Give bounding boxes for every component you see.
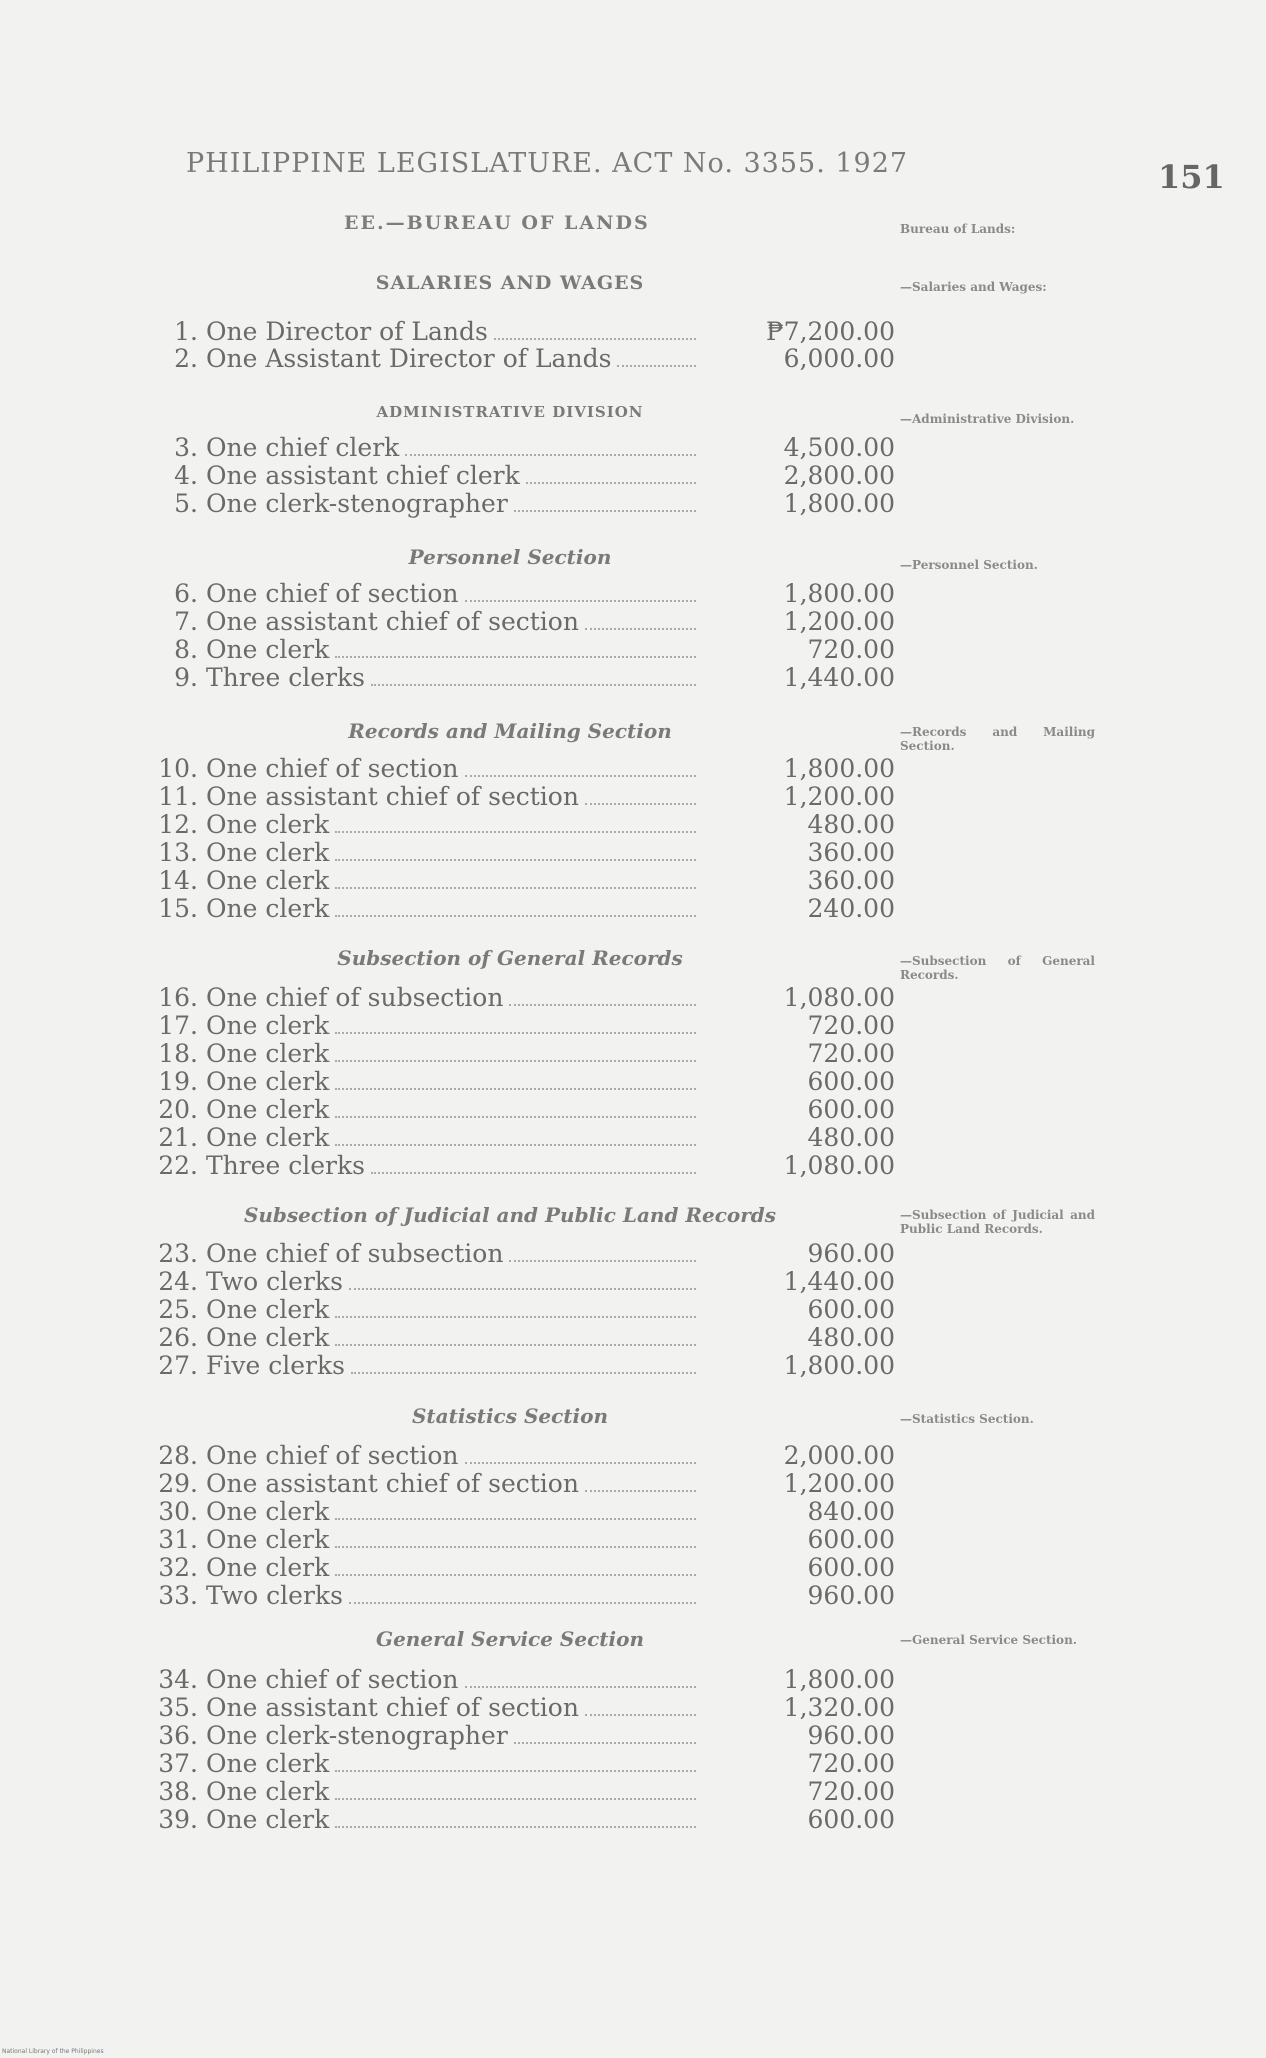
item-amount: 840.00 bbox=[807, 1497, 895, 1526]
item-amount: 600.00 bbox=[807, 1095, 895, 1124]
running-head: PHILIPPINE LEGISLATURE. ACT No. 3355. 1927 bbox=[186, 148, 909, 179]
line-item bbox=[140, 664, 700, 692]
item-number: 9. bbox=[174, 663, 198, 692]
dot-leader bbox=[335, 830, 696, 833]
item-amount: 960.00 bbox=[807, 1721, 895, 1750]
item-amount: 1,800.00 bbox=[783, 754, 895, 783]
item-description: One chief of section bbox=[206, 754, 459, 783]
item-number: 10. bbox=[158, 754, 198, 783]
dot-leader bbox=[335, 1115, 696, 1118]
item-description: Five clerks bbox=[206, 1351, 345, 1380]
item-amount: 1,800.00 bbox=[783, 579, 895, 608]
line-item bbox=[140, 1470, 700, 1498]
dot-leader bbox=[514, 509, 696, 512]
item-amount: 1,800.00 bbox=[783, 1351, 895, 1380]
dot-leader bbox=[465, 1685, 696, 1688]
item-number: 31. bbox=[158, 1525, 198, 1554]
item-amount: 720.00 bbox=[807, 1039, 895, 1068]
item-number: 36. bbox=[158, 1721, 198, 1750]
line-item bbox=[140, 1806, 700, 1834]
item-number: 26. bbox=[158, 1323, 198, 1352]
item-description: One assistant chief of section bbox=[206, 782, 579, 811]
dot-leader bbox=[351, 1371, 696, 1374]
dot-leader bbox=[335, 1517, 696, 1520]
dot-leader bbox=[335, 1087, 696, 1090]
item-amount: 720.00 bbox=[807, 1749, 895, 1778]
line-item bbox=[140, 1582, 700, 1610]
item-number: 1. bbox=[174, 317, 198, 346]
item-number: 11. bbox=[158, 782, 198, 811]
line-item bbox=[140, 1498, 700, 1526]
heading-salaries-and-wages: SALARIES AND WAGES bbox=[375, 272, 645, 294]
line-item bbox=[140, 1750, 700, 1778]
line-item bbox=[140, 1352, 700, 1380]
item-number: 2. bbox=[174, 344, 198, 373]
item-number: 24. bbox=[158, 1267, 198, 1296]
dot-leader bbox=[335, 1797, 696, 1800]
item-description: One clerk bbox=[206, 1749, 330, 1778]
dot-leader bbox=[509, 1003, 696, 1006]
item-number: 6. bbox=[174, 579, 198, 608]
item-amount: 1,080.00 bbox=[783, 983, 895, 1012]
line-item bbox=[140, 1296, 700, 1324]
item-description: One clerk bbox=[206, 1095, 330, 1124]
dot-leader bbox=[465, 599, 696, 602]
item-description: One assistant chief clerk bbox=[206, 461, 520, 490]
item-number: 38. bbox=[158, 1777, 198, 1806]
item-amount: 720.00 bbox=[807, 1011, 895, 1040]
margin-note: —Administrative Division. bbox=[900, 412, 1075, 426]
dot-leader bbox=[349, 1601, 696, 1604]
item-number: 39. bbox=[158, 1805, 198, 1834]
item-number: 8. bbox=[174, 635, 198, 664]
line-item bbox=[140, 839, 700, 867]
line-item bbox=[140, 434, 700, 462]
item-description: One Assistant Director of Lands bbox=[206, 344, 612, 373]
dot-leader bbox=[335, 655, 696, 658]
item-amount: 2,000.00 bbox=[783, 1441, 895, 1470]
item-number: 3. bbox=[174, 433, 198, 462]
item-number: 25. bbox=[158, 1295, 198, 1324]
item-description: One clerk bbox=[206, 635, 330, 664]
dot-leader bbox=[514, 1741, 696, 1744]
heading-subsection-judicial-public-land-records: Subsection of Judicial and Public Land Records bbox=[243, 1203, 777, 1227]
item-amount: 480.00 bbox=[807, 1323, 895, 1352]
item-amount: 1,200.00 bbox=[783, 782, 895, 811]
margin-note: —Subsection of General Records. bbox=[900, 954, 1095, 982]
section-title: EE.—BUREAU OF LANDS bbox=[344, 212, 650, 234]
item-description: One assistant chief of section bbox=[206, 1469, 579, 1498]
item-description: One clerk bbox=[206, 1525, 330, 1554]
line-item bbox=[140, 895, 700, 923]
line-item bbox=[140, 867, 700, 895]
footer-credit: National Library of the Philippines bbox=[2, 2048, 104, 2055]
item-number: 28. bbox=[158, 1441, 198, 1470]
item-number: 15. bbox=[158, 894, 198, 923]
line-item bbox=[140, 1694, 700, 1722]
item-number: 16. bbox=[158, 983, 198, 1012]
item-amount: 360.00 bbox=[807, 838, 895, 867]
line-item bbox=[140, 1442, 700, 1470]
item-amount: 4,500.00 bbox=[783, 433, 895, 462]
item-number: 13. bbox=[158, 838, 198, 867]
item-description: Two clerks bbox=[206, 1267, 343, 1296]
item-amount: 6,000.00 bbox=[783, 344, 895, 373]
dot-leader bbox=[335, 1545, 696, 1548]
dot-leader bbox=[617, 364, 696, 367]
item-description: One clerk bbox=[206, 894, 330, 923]
item-amount: 1,440.00 bbox=[783, 663, 895, 692]
line-item bbox=[140, 1778, 700, 1806]
item-description: One clerk bbox=[206, 810, 330, 839]
item-number: 17. bbox=[158, 1011, 198, 1040]
page-number: 151 bbox=[1158, 158, 1225, 196]
item-description: Three clerks bbox=[206, 663, 365, 692]
heading-administrative-division: ADMINISTRATIVE DIVISION bbox=[376, 403, 644, 421]
item-amount: 600.00 bbox=[807, 1525, 895, 1554]
item-number: 19. bbox=[158, 1067, 198, 1096]
dot-leader bbox=[494, 337, 696, 340]
item-description: One clerk bbox=[206, 1777, 330, 1806]
margin-note: —Salaries and Wages: bbox=[900, 280, 1047, 294]
line-item bbox=[140, 1068, 700, 1096]
item-amount: 600.00 bbox=[807, 1067, 895, 1096]
item-number: 35. bbox=[158, 1693, 198, 1722]
dot-leader bbox=[371, 683, 696, 686]
line-item bbox=[140, 1722, 700, 1750]
heading-general-service-section: General Service Section bbox=[376, 1627, 644, 1651]
item-number: 7. bbox=[174, 607, 198, 636]
item-number: 12. bbox=[158, 810, 198, 839]
item-description: One clerk bbox=[206, 1497, 330, 1526]
item-amount: 960.00 bbox=[807, 1239, 895, 1268]
item-amount: 1,800.00 bbox=[783, 1665, 895, 1694]
item-number: 34. bbox=[158, 1665, 198, 1694]
item-description: One clerk bbox=[206, 1067, 330, 1096]
item-description: One Director of Lands bbox=[206, 317, 488, 346]
item-number: 37. bbox=[158, 1749, 198, 1778]
margin-note: —Statistics Section. bbox=[900, 1412, 1034, 1426]
item-number: 22. bbox=[158, 1151, 198, 1180]
dot-leader bbox=[405, 453, 696, 456]
item-amount: 240.00 bbox=[807, 894, 895, 923]
dot-leader bbox=[335, 1031, 696, 1034]
heading-statistics-section: Statistics Section bbox=[411, 1404, 609, 1428]
dot-leader bbox=[335, 1059, 696, 1062]
line-item bbox=[140, 1554, 700, 1582]
item-number: 5. bbox=[174, 489, 198, 518]
item-number: 30. bbox=[158, 1497, 198, 1526]
item-description: One clerk bbox=[206, 866, 330, 895]
line-item bbox=[140, 1324, 700, 1352]
item-description: One clerk bbox=[206, 1295, 330, 1324]
item-amount: 480.00 bbox=[807, 1123, 895, 1152]
item-description: One chief of section bbox=[206, 1441, 459, 1470]
dot-leader bbox=[335, 914, 696, 917]
dot-leader bbox=[585, 802, 696, 805]
dot-leader bbox=[371, 1171, 696, 1174]
item-amount: 1,200.00 bbox=[783, 1469, 895, 1498]
line-item bbox=[140, 1012, 700, 1040]
line-item bbox=[140, 345, 700, 373]
item-amount: 960.00 bbox=[807, 1581, 895, 1610]
item-amount: 720.00 bbox=[807, 1777, 895, 1806]
dot-leader bbox=[526, 481, 696, 484]
dot-leader bbox=[349, 1287, 696, 1290]
item-amount: 600.00 bbox=[807, 1805, 895, 1834]
item-description: Two clerks bbox=[206, 1581, 343, 1610]
heading-personnel-section: Personnel Section bbox=[408, 545, 612, 569]
item-description: One chief of subsection bbox=[206, 983, 504, 1012]
dot-leader bbox=[335, 858, 696, 861]
line-item bbox=[140, 1666, 700, 1694]
item-amount: 1,440.00 bbox=[783, 1267, 895, 1296]
item-description: One assistant chief of section bbox=[206, 607, 579, 636]
item-amount: 1,320.00 bbox=[783, 1693, 895, 1722]
dot-leader bbox=[585, 1713, 696, 1716]
item-description: One clerk bbox=[206, 1123, 330, 1152]
item-number: 18. bbox=[158, 1039, 198, 1068]
line-item bbox=[140, 783, 700, 811]
dot-leader bbox=[335, 1573, 696, 1576]
heading-subsection-general-records: Subsection of General Records bbox=[337, 946, 683, 970]
line-item bbox=[140, 462, 700, 490]
item-description: One clerk bbox=[206, 1805, 330, 1834]
line-item bbox=[140, 1152, 700, 1180]
item-description: One assistant chief of section bbox=[206, 1693, 579, 1722]
dot-leader bbox=[509, 1259, 696, 1262]
item-description: One clerk bbox=[206, 1039, 330, 1068]
line-item bbox=[140, 1240, 700, 1268]
line-item bbox=[140, 636, 700, 664]
item-number: 33. bbox=[158, 1581, 198, 1610]
item-description: Three clerks bbox=[206, 1151, 365, 1180]
item-number: 29. bbox=[158, 1469, 198, 1498]
item-number: 21. bbox=[158, 1123, 198, 1152]
line-item bbox=[140, 1124, 700, 1152]
margin-note: —Subsection of Judicial and Public Land Records. bbox=[900, 1208, 1095, 1236]
item-description: One chief of section bbox=[206, 579, 459, 608]
line-item bbox=[140, 490, 700, 518]
item-amount: ₱7,200.00 bbox=[766, 317, 895, 346]
line-item bbox=[140, 1526, 700, 1554]
heading-records-and-mailing-section: Records and Mailing Section bbox=[348, 719, 672, 743]
dot-leader bbox=[335, 1143, 696, 1146]
line-item bbox=[140, 755, 700, 783]
line-item bbox=[140, 1268, 700, 1296]
line-item bbox=[140, 1040, 700, 1068]
item-amount: 360.00 bbox=[807, 866, 895, 895]
item-description: One clerk bbox=[206, 1011, 330, 1040]
dot-leader bbox=[335, 1825, 696, 1828]
item-amount: 1,200.00 bbox=[783, 607, 895, 636]
item-description: One chief clerk bbox=[206, 433, 400, 462]
dot-leader bbox=[335, 886, 696, 889]
line-item bbox=[140, 318, 700, 346]
item-amount: 2,800.00 bbox=[783, 461, 895, 490]
item-description: One chief of subsection bbox=[206, 1239, 504, 1268]
item-description: One clerk-stenographer bbox=[206, 1721, 508, 1750]
item-number: 20. bbox=[158, 1095, 198, 1124]
margin-note: —General Service Section. bbox=[900, 1633, 1077, 1647]
item-number: 23. bbox=[158, 1239, 198, 1268]
item-description: One clerk-stenographer bbox=[206, 489, 508, 518]
item-description: One clerk bbox=[206, 1323, 330, 1352]
dot-leader bbox=[465, 774, 696, 777]
margin-note: Bureau of Lands: bbox=[900, 222, 1016, 236]
item-number: 14. bbox=[158, 866, 198, 895]
dot-leader bbox=[335, 1769, 696, 1772]
dot-leader bbox=[585, 627, 696, 630]
item-number: 4. bbox=[174, 461, 198, 490]
item-number: 32. bbox=[158, 1553, 198, 1582]
line-item bbox=[140, 608, 700, 636]
item-amount: 720.00 bbox=[807, 635, 895, 664]
item-amount: 600.00 bbox=[807, 1295, 895, 1324]
item-amount: 1,080.00 bbox=[783, 1151, 895, 1180]
item-description: One chief of section bbox=[206, 1665, 459, 1694]
dot-leader bbox=[465, 1461, 696, 1464]
item-number: 27. bbox=[158, 1351, 198, 1380]
dot-leader bbox=[335, 1315, 696, 1318]
dot-leader bbox=[335, 1343, 696, 1346]
line-item bbox=[140, 580, 700, 608]
dot-leader bbox=[585, 1489, 696, 1492]
item-amount: 1,800.00 bbox=[783, 489, 895, 518]
line-item bbox=[140, 1096, 700, 1124]
margin-note: —Personnel Section. bbox=[900, 558, 1038, 572]
line-item bbox=[140, 811, 700, 839]
line-item bbox=[140, 984, 700, 1012]
item-amount: 600.00 bbox=[807, 1553, 895, 1582]
item-description: One clerk bbox=[206, 1553, 330, 1582]
item-description: One clerk bbox=[206, 838, 330, 867]
margin-note: —Records and Mailing Section. bbox=[900, 725, 1095, 753]
item-amount: 480.00 bbox=[807, 810, 895, 839]
